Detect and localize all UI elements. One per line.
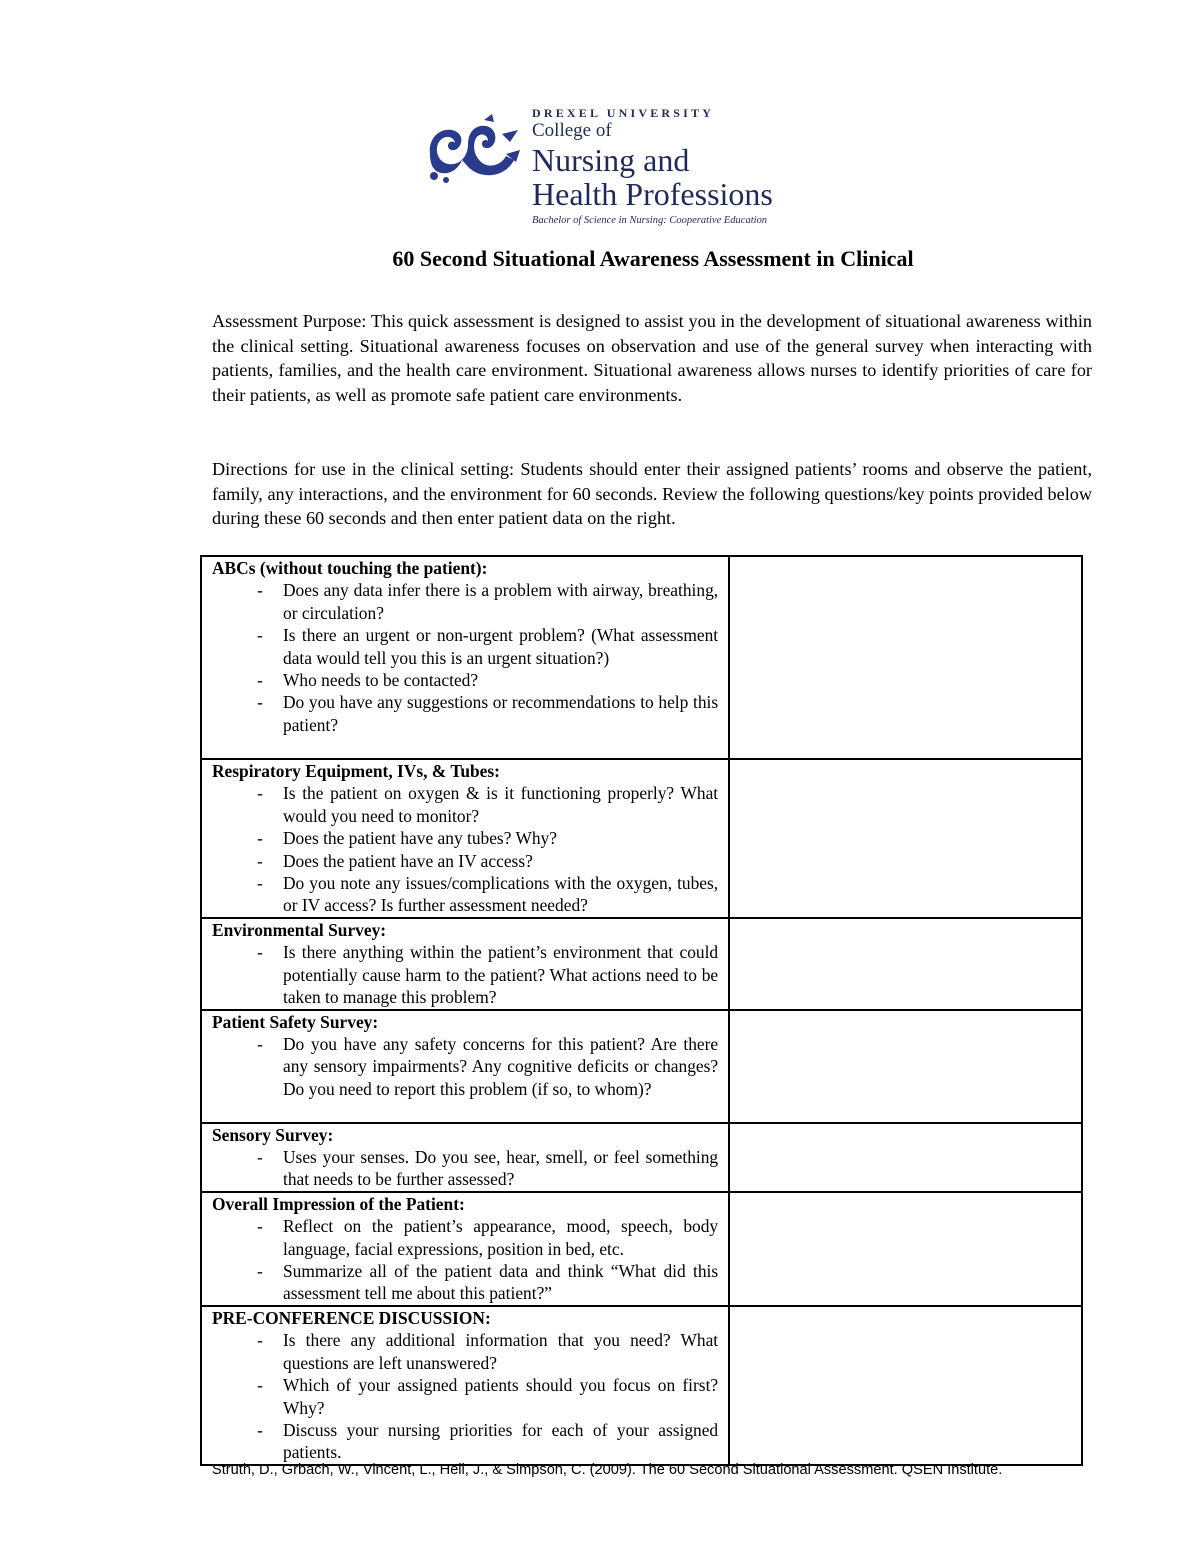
section-title: Respiratory Equipment, IVs, & Tubes:	[212, 761, 500, 781]
key-point: - Who needs to be contacted?	[283, 669, 718, 691]
assessment-table	[200, 555, 1083, 1466]
key-points-list	[212, 941, 718, 1008]
key-point: - Does the patient have an IV access?	[283, 850, 718, 872]
key-point: - Does any data infer there is a problem with airway, breathing, or circulation?	[283, 579, 718, 624]
key-point: - Is the patient on oxygen & is it functioning properly? What would you need to monitor?	[283, 782, 718, 827]
assessment-row	[201, 1192, 1082, 1306]
logo-tagline: Bachelor of Science in Nursing: Cooperative Education	[532, 215, 768, 226]
patient-data-cell[interactable]	[729, 1123, 1082, 1192]
assessment-row	[201, 1123, 1082, 1192]
key-point: - Do you have any safety concerns for this patient? Are there any sensory impairments? Any cognitive deficits or changes? Do you need to report this problem (if so, to whom)?	[283, 1033, 718, 1100]
dragon-icon	[422, 114, 522, 186]
key-point: - Does the patient have any tubes? Why?	[283, 827, 718, 849]
citation: Struth, D., Grbach, W., Vincent, L., Heil, J., & Simpson, C. (2009). The 60 Second Situational Assessment. QSEN Institute.	[212, 1462, 1003, 1478]
directions: Directions for use in the clinical setting: Students should enter their assigned patients’ rooms and observe the patient, family, any interactions, and the environment for 60 seconds. Review the following questions/key points provided below during these 60 seconds and then enter patient data on the right.	[212, 459, 1092, 529]
patient-data-cell[interactable]	[729, 759, 1082, 918]
section-title: Sensory Survey:	[212, 1124, 334, 1145]
section-title: Overall Impression of the Patient:	[212, 1193, 465, 1214]
question-cell	[201, 1123, 729, 1192]
section-title: ABCs (without touching the patient):	[212, 558, 488, 578]
logo-line-2: Health Professions	[532, 176, 773, 212]
assessment-row	[201, 918, 1082, 1010]
key-point: - Do you note any issues/complications with the oxygen, tubes, or IV access? Is further assessment needed?	[283, 872, 718, 917]
section-title: PRE-CONFERENCE DISCUSSION:	[212, 1307, 491, 1328]
key-points-list	[212, 1146, 718, 1191]
patient-data-cell[interactable]	[729, 1306, 1082, 1465]
section-title: Patient Safety Survey:	[212, 1011, 379, 1032]
patient-data-cell[interactable]	[729, 1010, 1082, 1123]
section-title: Environmental Survey:	[212, 920, 387, 940]
logo-college-label: College of	[532, 120, 612, 141]
key-points-list	[212, 1329, 718, 1463]
key-point: - Uses your senses. Do you see, hear, smell, or feel something that needs to be further assessed?	[283, 1146, 718, 1191]
patient-data-cell[interactable]	[729, 556, 1082, 759]
question-cell	[201, 918, 729, 1010]
logo-line-1: Nursing and	[532, 142, 690, 178]
question-cell	[201, 1306, 729, 1465]
question-cell	[201, 556, 729, 759]
key-points-list	[212, 1215, 718, 1305]
assessment-row	[201, 556, 1082, 759]
logo-university-name: DREXEL UNIVERSITY	[532, 106, 715, 120]
key-points-list	[212, 1033, 718, 1100]
page-title: 60 Second Situational Awareness Assessment in Clinical	[392, 246, 914, 271]
question-cell	[201, 759, 729, 918]
key-point: - Is there an urgent or non-urgent problem? (What assessment data would tell you this is an urgent situation?)	[283, 624, 718, 669]
patient-data-cell[interactable]	[729, 918, 1082, 1010]
question-cell	[201, 1010, 729, 1123]
assessment-row	[201, 759, 1082, 918]
key-point: - Reflect on the patient’s appearance, mood, speech, body language, facial expressions, position in bed, etc.	[283, 1215, 718, 1260]
assessment-row	[201, 1010, 1082, 1123]
question-cell	[201, 1192, 729, 1306]
key-point: - Is there any additional information that you need? What questions are left unanswered?	[283, 1329, 718, 1374]
key-point: - Is there anything within the patient’s environment that could potentially cause harm to the patient? What actions need to be taken to manage this problem?	[283, 941, 718, 1008]
key-point: - Which of your assigned patients should you focus on first? Why?	[283, 1374, 718, 1419]
university-logo	[422, 106, 822, 230]
assessment-purpose: Assessment Purpose: This quick assessment is designed to assist you in the development of situational awareness within the clinical setting. Situational awareness focuses on observation and use of the general survey when interacting with patients, families, and the health care environment. Situational awareness allows nurses to identify priorities of care for their patients, as well as promote safe patient care environments.	[212, 311, 1092, 405]
key-points-list	[212, 579, 718, 736]
key-points-list	[212, 782, 718, 916]
patient-data-cell[interactable]	[729, 1192, 1082, 1306]
assessment-row	[201, 1306, 1082, 1465]
key-point: - Discuss your nursing priorities for each of your assigned patients.	[283, 1419, 718, 1464]
key-point: - Do you have any suggestions or recommendations to help this patient?	[283, 691, 718, 736]
key-point: - Summarize all of the patient data and think “What did this assessment tell me about this patient?”	[283, 1260, 718, 1305]
